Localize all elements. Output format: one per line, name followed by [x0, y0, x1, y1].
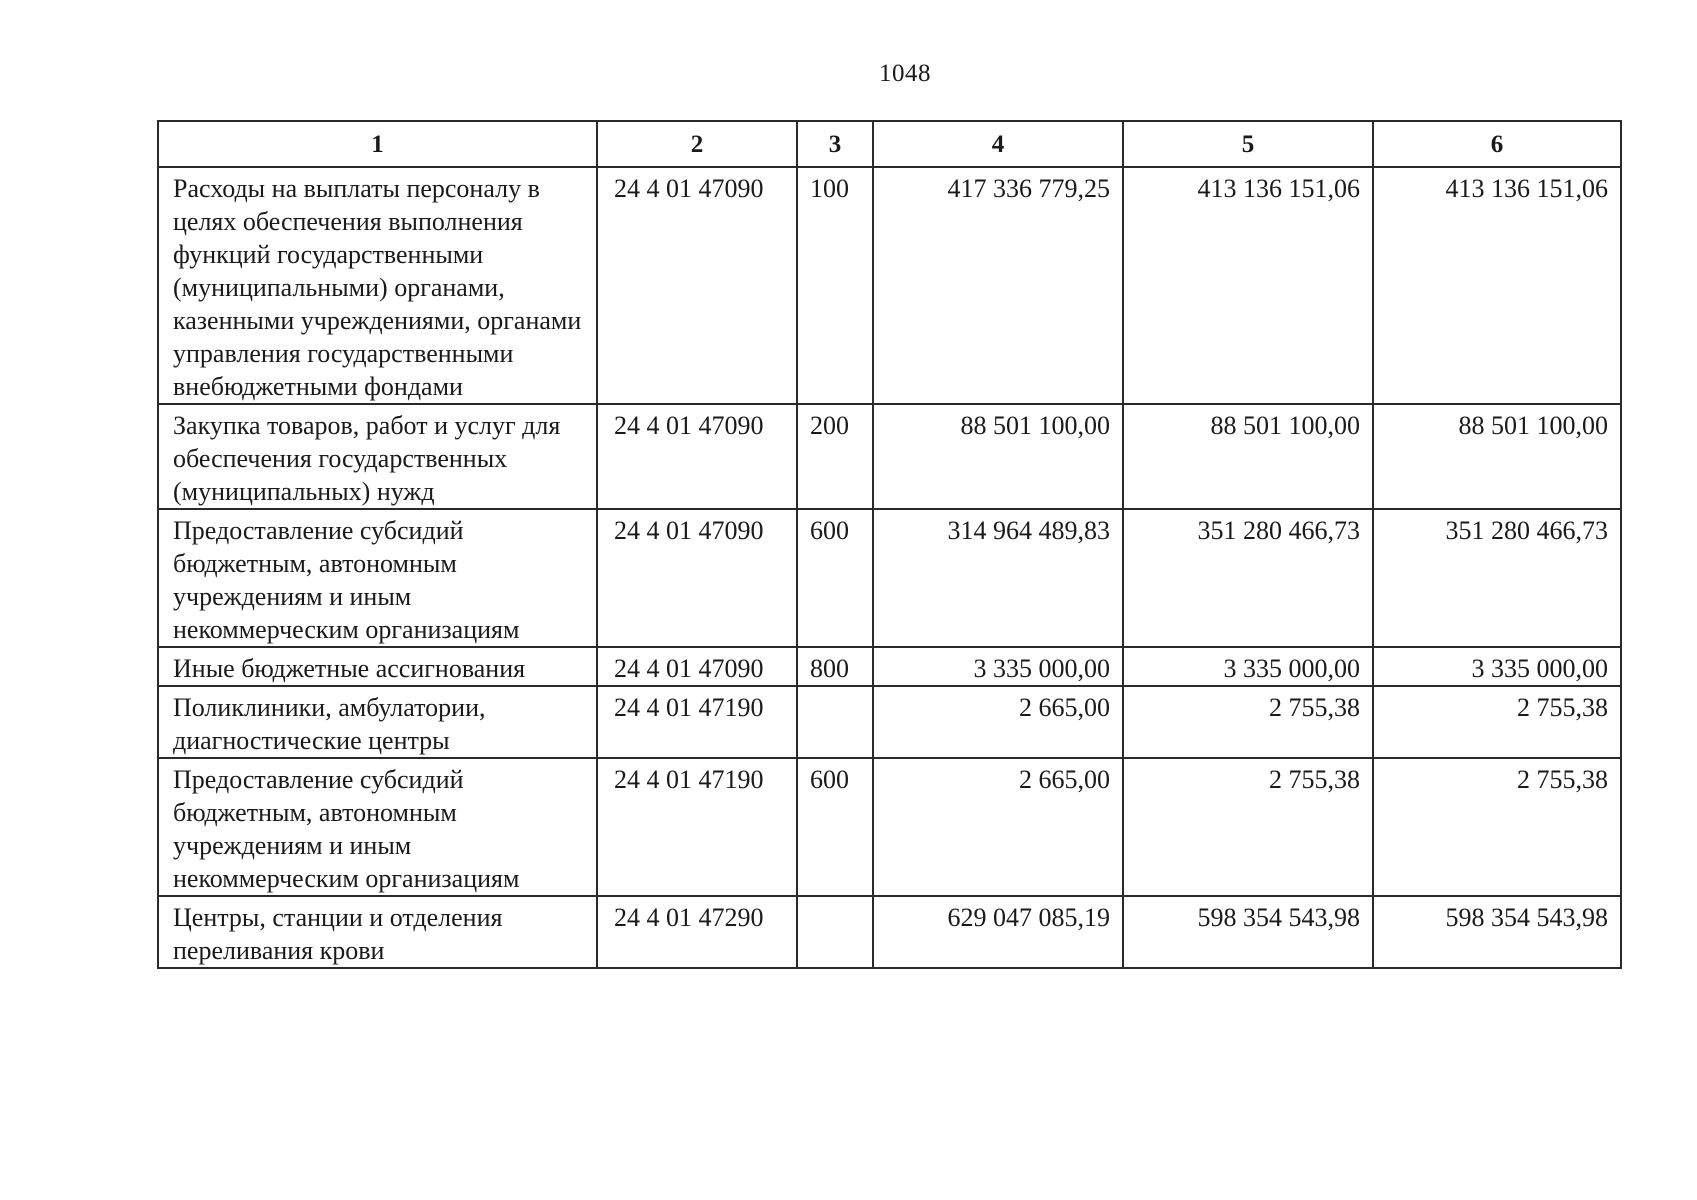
page-number: 1048	[879, 60, 931, 87]
expense-name-cell: Иные бюджетные ассигнования	[158, 647, 597, 686]
expense-name-cell: Закупка товаров, работ и услуг для обеспечения государственных (муниципальных) нужд	[158, 404, 597, 509]
expense-type-cell	[797, 686, 873, 758]
expense-type-cell: 100	[797, 167, 873, 404]
budget-code-cell: 24 4 01 47190	[597, 686, 797, 758]
amount-col4-cell: 2 665,00	[873, 758, 1123, 896]
budget-code-cell: 24 4 01 47290	[597, 896, 797, 968]
amount-col5-cell: 3 335 000,00	[1123, 647, 1373, 686]
amount-col5-cell: 598 354 543,98	[1123, 896, 1373, 968]
expense-name-cell: Предоставление субсидий бюджетным, автономным учреждениям и иным некоммерческим организациям	[158, 509, 597, 647]
table-row	[158, 686, 1621, 758]
table-row	[158, 758, 1621, 896]
table-row	[158, 509, 1621, 647]
expense-name-cell: Предоставление субсидий бюджетным, автономным учреждениям и иным некоммерческим организациям	[158, 758, 597, 896]
table-row	[158, 896, 1621, 968]
amount-col6-cell: 3 335 000,00	[1373, 647, 1621, 686]
amount-col4-cell: 2 665,00	[873, 686, 1123, 758]
expense-name-cell: Центры, станции и отделения переливания крови	[158, 896, 597, 968]
amount-col6-cell: 351 280 466,73	[1373, 509, 1621, 647]
amount-col5-cell: 2 755,38	[1123, 758, 1373, 896]
amount-col5-cell: 413 136 151,06	[1123, 167, 1373, 404]
budget-code-cell: 24 4 01 47090	[597, 404, 797, 509]
column-header-3: 3	[797, 121, 873, 167]
amount-col6-cell: 598 354 543,98	[1373, 896, 1621, 968]
expense-type-cell: 800	[797, 647, 873, 686]
amount-col6-cell: 88 501 100,00	[1373, 404, 1621, 509]
column-header-2: 2	[597, 121, 797, 167]
expense-type-cell: 200	[797, 404, 873, 509]
amount-col4-cell: 88 501 100,00	[873, 404, 1123, 509]
expense-type-cell: 600	[797, 509, 873, 647]
expense-type-cell	[797, 896, 873, 968]
amount-col6-cell: 2 755,38	[1373, 686, 1621, 758]
table-header-row	[158, 121, 1621, 167]
budget-code-cell: 24 4 01 47090	[597, 167, 797, 404]
table-row	[158, 404, 1621, 509]
amount-col5-cell: 2 755,38	[1123, 686, 1373, 758]
amount-col4-cell: 417 336 779,25	[873, 167, 1123, 404]
amount-col6-cell: 2 755,38	[1373, 758, 1621, 896]
column-header-4: 4	[873, 121, 1123, 167]
amount-col5-cell: 88 501 100,00	[1123, 404, 1373, 509]
amount-col5-cell: 351 280 466,73	[1123, 509, 1373, 647]
expense-name-cell: Поликлиники, амбулатории, диагностические центры	[158, 686, 597, 758]
budget-code-cell: 24 4 01 47190	[597, 758, 797, 896]
amount-col4-cell: 314 964 489,83	[873, 509, 1123, 647]
amount-col6-cell: 413 136 151,06	[1373, 167, 1621, 404]
expense-name-cell: Расходы на выплаты персоналу в целях обеспечения выполнения функций государственными (муниципальными) органами, казенными учреждениями, органами управления государственными внебюджетными фондами	[158, 167, 597, 404]
expense-type-cell: 600	[797, 758, 873, 896]
budget-table	[157, 120, 1622, 969]
budget-code-cell: 24 4 01 47090	[597, 509, 797, 647]
table-row	[158, 167, 1621, 404]
table-row	[158, 647, 1621, 686]
column-header-6: 6	[1373, 121, 1621, 167]
budget-code-cell: 24 4 01 47090	[597, 647, 797, 686]
amount-col4-cell: 3 335 000,00	[873, 647, 1123, 686]
amount-col4-cell: 629 047 085,19	[873, 896, 1123, 968]
column-header-1: 1	[158, 121, 597, 167]
column-header-5: 5	[1123, 121, 1373, 167]
